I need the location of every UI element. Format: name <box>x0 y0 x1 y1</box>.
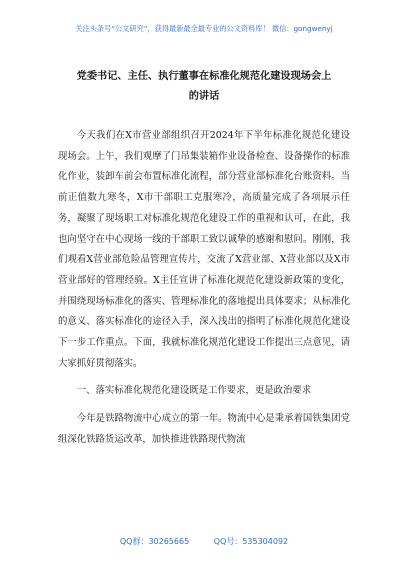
document-title <box>58 66 350 106</box>
section-heading-1: 一、落实标准化规范化建设既是工作要求，更是政治要求 <box>76 385 312 397</box>
footer-contact <box>0 536 408 547</box>
paragraph-section-1: 今年是铁路物流中心成立的第一年。物流中心是秉承着国铁集团党组深化铁路货运改革，加快推进铁路现代物流 <box>58 413 350 446</box>
title-line-2: 的讲话 <box>188 90 220 102</box>
header-banner: 关注头条号“公文研究”，获得最新最全最专业的公文资料库！ 微信：gongwenyj <box>75 24 333 33</box>
footer-qq-number: QQ号：535304092 <box>213 537 289 546</box>
title-line-1: 党委书记、主任、执行董事在标准化规范化建设现场会上 <box>76 70 332 82</box>
paragraph-opening: 今天我们在X市营业部组织召开2024年下半年标准化规范化建设现场会。上午，我们观摩了门吊集装箱作业设备检查、设备操作的标准化作业，装卸车前会布置标准化流程，部分营业部标准化台账资料。当前正值数九寒冬，X市干部职工克服寒冷，高质量完成了各项展示任务，凝聚了现场职工对标准化规范化建设工作的重视和认可，在此，我也向坚守在中心现场一线的干部职工致以诚挚的感谢和慰问。刚刚，我们观看X营业部危险品管理宣传片，交流了X营业部、X营业部以及X市营业部好的管理经验。X主任宣讲了标准化规范化建设新政策的变化，并围绕现场标准化的落实、管理标准化的落地提出具体要求；从标准化的意义、落实标准化的途径入手，深入浅出的指明了标准化规范化建设下一步工作重点。下面，我就标准化规范化建设工作提出三点意见，请大家抓好贯彻落实。 <box>58 130 350 369</box>
document-body <box>58 66 350 451</box>
footer-qq-group: QQ群：30265665 <box>119 537 190 546</box>
